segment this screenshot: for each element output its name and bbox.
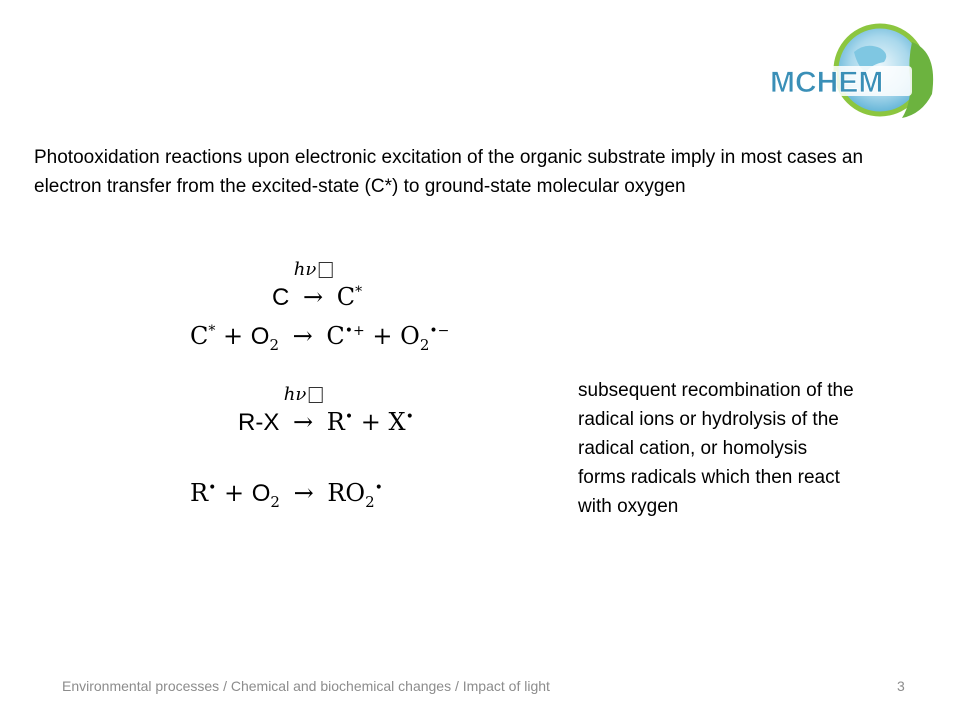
intro-text: Photooxidation reactions upon electronic excitation of the organic substrate imply in most cases an electron transfer from the excited-state (C*) to ground-state molecular oxygen (34, 147, 864, 197)
reaction-arrow: → hν (293, 408, 313, 436)
mchem-logo (762, 22, 942, 122)
reaction-arrow: → (293, 479, 314, 507)
equation-2: $C^* + O_2 \to C^{•+} + O_2^{•-}$ (190, 322, 450, 354)
reaction-arrow: → hν (303, 283, 323, 311)
reaction-arrow: → (292, 322, 313, 350)
equation-4: $R^• + O_2 \to RO_2^•$ (190, 479, 383, 511)
logo-text: MCHEM (770, 66, 884, 99)
footer-breadcrumb: Environmental processes / Chemical and biochemical changes / Impact of light (62, 678, 550, 694)
page-number: 3 (897, 678, 905, 694)
equation-3: R-X → hν R• + X• (238, 384, 414, 436)
side-explanation: subsequent recombination of the radical ions or hydrolysis of the radical cation, or homolysis forms radicals which then react with oxygen (578, 380, 854, 517)
equation-1: C → hν C* (272, 259, 363, 311)
